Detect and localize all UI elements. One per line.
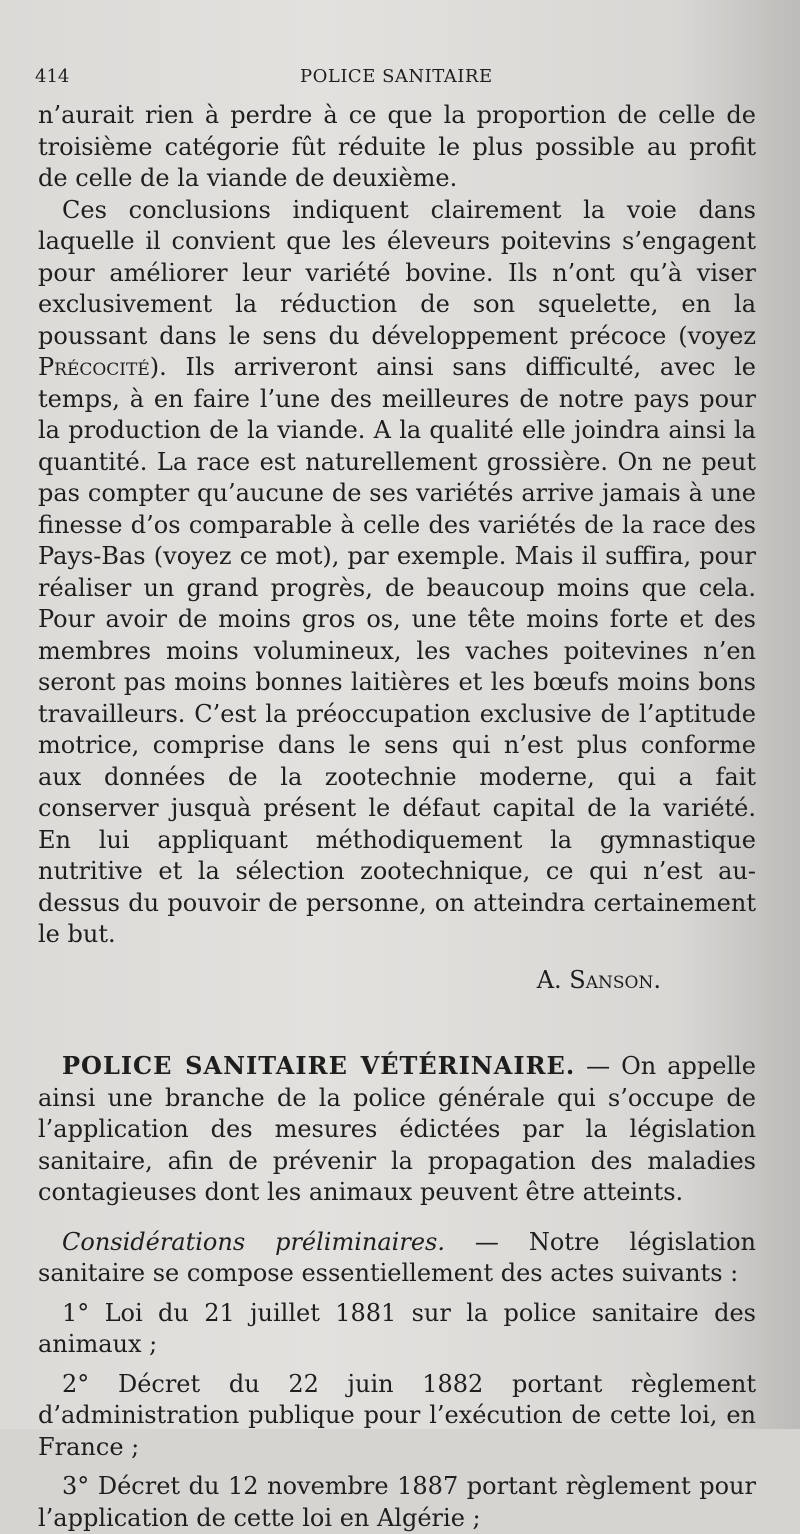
list-item: 1° Loi du 21 juillet 1881 sur la police sanitaire des animaux ; — [38, 1298, 756, 1358]
section-intro: — Notre législation sanitaire se compose essentiellement des actes suivants : — [38, 1227, 756, 1287]
body-text — [38, 100, 756, 1534]
signature-name: Sanson — [569, 965, 654, 994]
list-item: 3° Décret du 12 novembre 1887 portant règlement pour l’application de cette loi en Algérie ; — [38, 1472, 756, 1532]
page-header — [35, 66, 755, 96]
section-heading: Considérations préliminaires. — [62, 1227, 445, 1256]
running-title: POLICE SANITAIRE — [300, 66, 493, 87]
list-item: 2° Décret du 22 juin 1882 portant règlement d’administration publique pour l’exécution de cette loi, en France ; — [38, 1369, 756, 1461]
signature-initial: A. — [536, 965, 570, 994]
author-signature — [38, 965, 756, 997]
entry-paragraph — [38, 1050, 756, 1209]
paragraph-continuation: n’aurait rien à perdre à ce que la proportion de celle de troisième catégorie fût réduite le plus possible au profit de celle de la viande de deuxième. — [38, 101, 756, 192]
dictionary-entry — [38, 1050, 756, 1534]
paragraph-conclusions — [38, 195, 756, 951]
considerations-paragraph — [38, 1227, 756, 1290]
cross-reference: Précocité — [38, 353, 150, 381]
entry-title: POLICE SANITAIRE VÉTÉRINAIRE. — [62, 1051, 576, 1080]
page-number: 414 — [35, 66, 70, 87]
entry-definition: — On appelle ainsi une branche de la police générale qui s’occupe de l’application des mesures édictées par la législation sanitaire, afin de prévenir la propagation des maladies contagieuses dont les animaux peuvent être atteints. — [38, 1052, 757, 1206]
paragraph-text: ). Ils arriveront ainsi sans difficulté, avec le temps, à en faire l’une des meilleures de notre pays pour la production de la viande. A la qualité elle joindra ainsi la quantité. La race est naturellement grossière. On ne peut pas compter qu’aucune de ses variétés arrive jamais à une finesse d’os comparable à celle des variétés de la race des Pays-Bas (voyez ce mot), par exemple. Mais il suffira, pour réaliser un grand progrès, de beaucoup moins que cela. Pour avoir de moins gros os, une tête moins forte et des membres moins volumineux, les vaches poitevines n’en seront pas moins bonnes laitières et les bœufs moins bons travailleurs. C’est la préoccupation exclusive de l’aptitude motrice, comprise dans le sens qui n’est plus conforme aux données de la zootechnie moderne, qui a fait conserver jusquà présent le défaut capital de la variété. En lui appliquant méthodiquement la gymnastique nutritive et la sélection zootechnique, ce qui n’est au-dessus du pouvoir de personne, on atteindra certainement le but. — [38, 353, 756, 948]
signature-period: . — [653, 965, 661, 994]
paragraph-text: Ces conclusions indiquent clairement la voie dans laquelle il convient que les éleveurs poitevins s’engagent pour améliorer leur variété bovine. Ils n’ont qu’à viser exclusivement la réduction de son squelette, en la poussant dans le sens du développement précoce (voyez — [38, 195, 756, 350]
